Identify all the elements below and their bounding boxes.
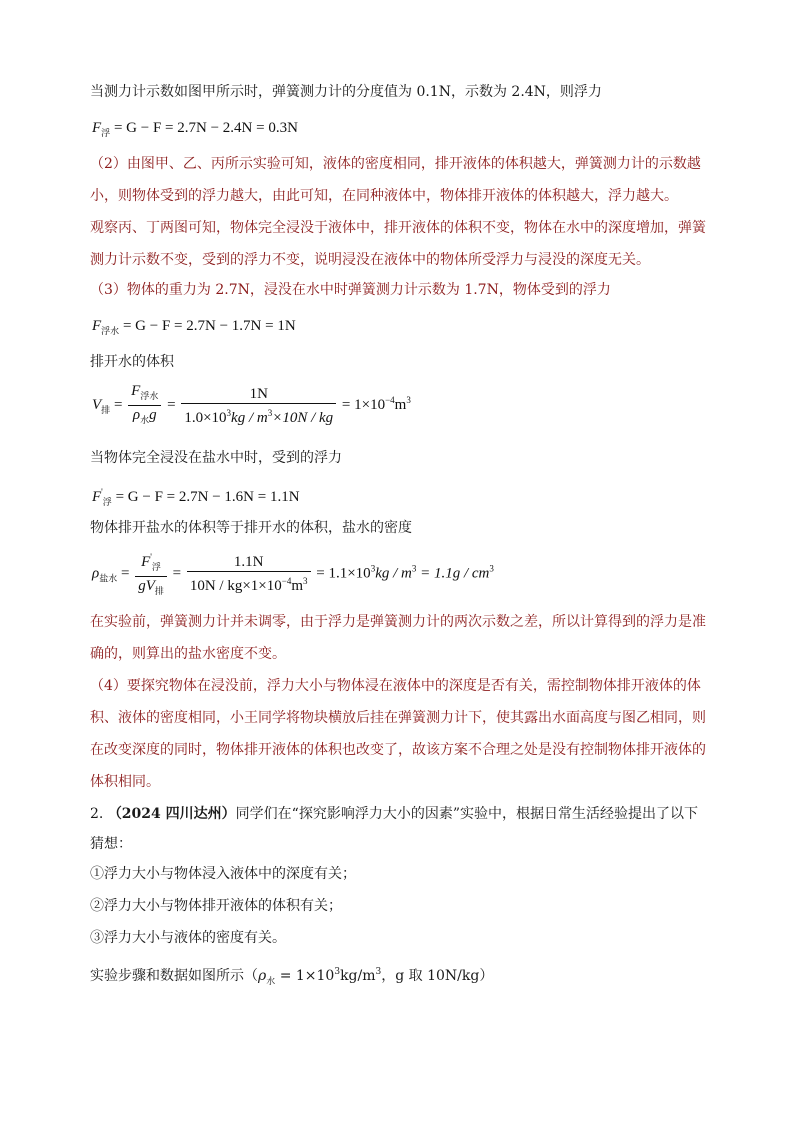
superscript: 3: [303, 576, 308, 586]
subscript: 浮: [151, 562, 161, 572]
den-text: 10N / kg×1×10: [189, 578, 282, 594]
superscript: 3: [226, 407, 232, 418]
den-text: 1.0×10: [184, 409, 227, 426]
superscript: 3: [370, 563, 376, 574]
text-line: （2）由图甲、乙、丙所示实验可知，液体的密度相同，排开液体的体积越大，弹簧测力计的示数越: [90, 156, 701, 172]
superscript: 3: [406, 394, 411, 405]
symbol-rho: ρ: [258, 968, 267, 984]
subscript: 排: [154, 586, 164, 596]
fraction: [181, 385, 336, 427]
formula-text: = G − F = 2.7N − 1.7N = 1N: [122, 318, 296, 334]
superscript: 3: [267, 407, 273, 418]
superscript: 3: [489, 563, 494, 574]
result: = 1.1g / cm: [420, 565, 490, 582]
formula-buoyancy-1: [92, 118, 298, 143]
result: = 1×10: [341, 396, 386, 413]
fraction: [128, 382, 161, 429]
text-line: （3）物体的重力为 2.7N，浸没在水中时弹簧测力计示数为 1.7N，物体受到的浮力: [90, 282, 611, 298]
superscript: 3: [334, 967, 341, 977]
text-line: （4）要探究物体在浸没前，浮力大小与物体浸在液体中的深度是否有关，需控制物体排开液体的体: [90, 678, 701, 694]
guess-item: ①浮力大小与物体浸入液体中的深度有关；: [90, 866, 356, 882]
den-text: m: [291, 578, 304, 594]
subscript: 浮水: [101, 326, 120, 336]
formula-buoyancy-2: [92, 316, 296, 341]
superscript: 3: [411, 563, 417, 574]
question-number: 2.: [90, 806, 104, 822]
numerator: 1.1N: [187, 553, 311, 572]
denominator: [181, 404, 336, 427]
symbol-f: F: [92, 120, 102, 136]
subscript: 浮水: [140, 391, 159, 401]
subscript: 浮: [101, 128, 111, 138]
numerator: 1N: [181, 385, 336, 404]
symbol-f: F: [92, 489, 102, 505]
superscript: −4: [385, 394, 395, 405]
symbol-f: F: [131, 383, 141, 399]
fraction: [187, 553, 311, 595]
subscript: 盐水: [99, 573, 118, 584]
text-line: 测力计示数不变，受到的浮力不变，说明浸没在液体中的物体所受浮力与浸没的深度无关。: [90, 252, 650, 268]
subscript: 浮: [102, 497, 112, 507]
guess-item: ②浮力大小与物体排开液体的体积有关；: [90, 898, 342, 914]
symbol-rho: ρ: [92, 565, 100, 582]
text-line: 观察丙、丁两图可知，物体完全浸没于液体中，排开液体的体积不变，物体在水中的深度增加，弹簧: [90, 220, 706, 236]
den-text: ×10N / kg: [272, 409, 334, 426]
question-text: 同学们在“探究影响浮力大小的因素”实验中，根据日常生活经验提出了以下: [235, 806, 698, 822]
subscript: 排: [101, 404, 111, 415]
text-line: 小，则物体受到的浮力越大，由此可知，在同种液体中，物体排开液体的体积越大，浮力越大。: [90, 188, 678, 204]
prime: ': [101, 487, 103, 497]
formula-text: = G − F = 2.7N − 2.4N = 0.3N: [113, 120, 298, 136]
question-source: （2024 四川达州）: [107, 806, 236, 822]
prime: ': [150, 552, 152, 562]
text-line: 排开水的体积: [90, 354, 174, 370]
guess-item: ③浮力大小与液体的密度有关。: [90, 930, 286, 946]
equals: =: [113, 396, 123, 413]
symbol-g: g: [149, 407, 157, 423]
steps-line: [90, 962, 710, 992]
formula-volume: [92, 382, 411, 429]
steps-prefix: 实验步骤和数据如图所示（: [90, 968, 258, 984]
den-text: kg / m: [231, 409, 268, 426]
subscript: 水: [140, 415, 150, 425]
equals: =: [167, 396, 176, 413]
text-line: 在改变深度的同时，物体排开液体的体积也改变了，故该方案不合理之处是没有控制物体排开液体的: [90, 742, 706, 758]
formula-density: [92, 548, 494, 600]
symbol-v: V: [92, 396, 102, 413]
text-line: 在实验前，弹簧测力计并未调零，由于浮力是弹簧测力计的两次示数之差，所以计算得到的浮力是准: [90, 614, 706, 630]
text-line: 当测力计示数如图甲所示时，弹簧测力计的分度值为 0.1N，示数为 2.4N，则浮力: [90, 84, 602, 100]
steps-unit: kg/m: [340, 968, 376, 984]
result-unit: m: [394, 396, 407, 413]
text-line: 积、液体的密度相同，小王同学将物块横放后挂在弹簧测力计下，使其露出水面高度与图乙相同，则: [90, 710, 706, 726]
numerator: [128, 382, 161, 406]
formula-buoyancy-saltwater: [92, 482, 300, 512]
result-unit: kg / m: [375, 565, 412, 582]
equals: =: [172, 565, 182, 582]
text-line: 猜想：: [90, 836, 132, 852]
subscript: 水: [266, 977, 276, 987]
formula-text: = G − F = 2.7N − 1.6N = 1.1N: [115, 489, 300, 505]
superscript: −4: [281, 576, 292, 586]
question-stem: [90, 804, 710, 824]
superscript: 3: [375, 967, 382, 977]
text-line: 体积相同。: [90, 774, 160, 790]
text-line: 物体排开盐水的体积等于排开水的体积，盐水的密度: [90, 520, 412, 536]
steps-suffix: ，g 取 10N/kg）: [381, 968, 494, 984]
symbol-f: F: [92, 318, 102, 334]
text-line: 当物体完全浸没在盐水中时，受到的浮力: [90, 450, 342, 466]
symbol-rho: ρ: [132, 407, 141, 423]
denominator: [135, 577, 167, 600]
text-line: 确的，则算出的盐水密度不变。: [90, 646, 286, 662]
numerator: [135, 548, 167, 577]
result: = 1.1×10: [316, 565, 371, 582]
symbol-f: F: [141, 554, 151, 570]
denominator: [128, 406, 161, 429]
steps-value: = 1×10: [275, 968, 335, 984]
equals: =: [120, 565, 130, 582]
fraction: [135, 548, 167, 600]
symbol-gv: gV: [138, 578, 155, 594]
denominator: [187, 572, 311, 595]
